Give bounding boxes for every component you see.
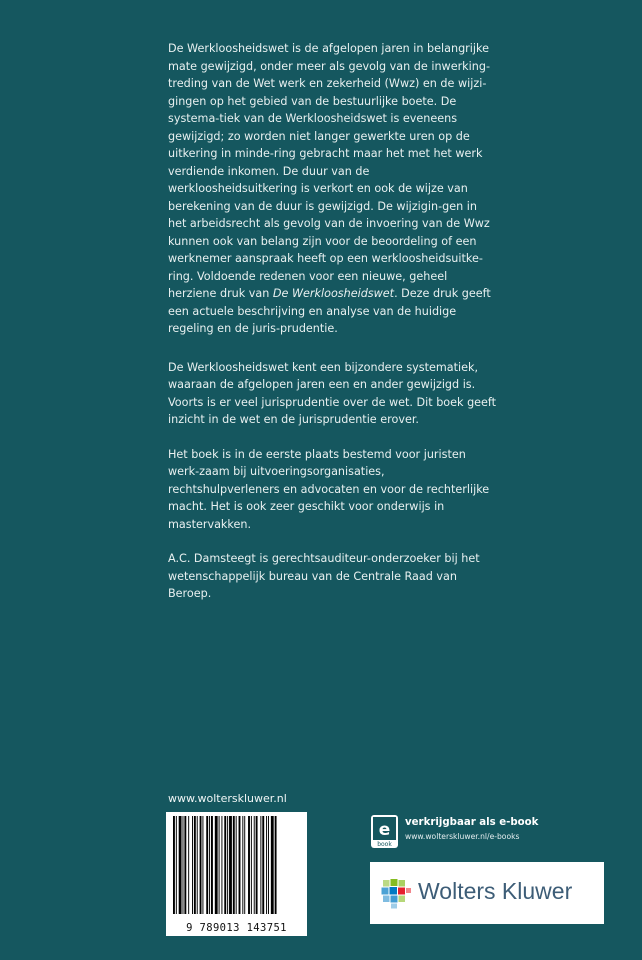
blurb-paragraph-1: De Werkloosheidswet is de afgelopen jaren in belangrijke mate gewijzigd, onder meer als gevolg van de inwerking-treding van de Wet werk en zekerheid (Wwz) en de wijzi-gingen op het gebied van de bestuurlijke boete. De systema-tiek van de Werkloosheidswet is eveneens gewijzigd; zo worden niet langer gewerkte uren op de uitkering in minde-ring gebracht maar het met het werk verdiende inkomen. De duur van de werkloosheidsuitkering is verkort en ook de wijze van berekening van de duur is gewijzigd. De wijzigin-gen in het arbeidsrecht als gevolg van de invoering van de Wwz kunnen ook van belang zijn voor de beoordeling of een werknemer aanspraak heeft op een werkloosheidsuitke-ring. Voldoende redenen voor een nieuwe, geheel herziene druk van De Werkloosheidswet. Deze druk geeft een actuele beschrijving en analyse van de huidige regeling en de juris-prudentie. bbox=[168, 42, 491, 335]
wolters-kluwer-logo-icon bbox=[379, 876, 413, 910]
blurb-paragraph-3: Het boek is in de eerste plaats bestemd voor juristen werk-zaam bij uitvoeringsorganisaties, rechtshulpverleners en advocaten en voor de rechterlijke macht. Het is ook zeer geschikt voor onderwijs in mastervakken. bbox=[168, 447, 490, 531]
barcode-icon bbox=[170, 816, 303, 916]
publisher-name: Wolters Kluwer bbox=[418, 878, 573, 904]
book-title-italic: De Werkloosheidswet bbox=[272, 287, 395, 300]
ebook-url[interactable]: www.wolterskluwer.nl/e-books bbox=[405, 832, 520, 841]
ebook-title: verkrijgbaar als e-book bbox=[405, 817, 539, 828]
ebook-icon bbox=[371, 815, 398, 848]
isbn-digits: 9 789013 143751 bbox=[186, 922, 287, 934]
blurb-paragraph-2: De Werkloosheidswet kent een bijzondere systematiek, waaraan de afgelopen jaren een en ander gewijzigd is. Voorts is er veel jurisprudentie over de wet. Dit boek geeft inzicht in de wet en de jurisprudentie erover. bbox=[168, 360, 497, 426]
svg-text:e: e bbox=[378, 820, 391, 840]
author-bio: A.C. Damsteegt is gerechtsauditeur-onderzoeker bij het wetenschappelijk bureau van de Centrale Raad van Beroep. bbox=[168, 552, 480, 600]
barcode-box bbox=[166, 812, 307, 936]
blurb-text bbox=[168, 40, 498, 620]
ebook-notice[interactable] bbox=[371, 815, 571, 851]
svg-text:book: book bbox=[377, 841, 392, 848]
publisher-logo-box bbox=[370, 862, 604, 924]
publisher-website[interactable]: www.wolterskluwer.nl bbox=[168, 792, 287, 805]
